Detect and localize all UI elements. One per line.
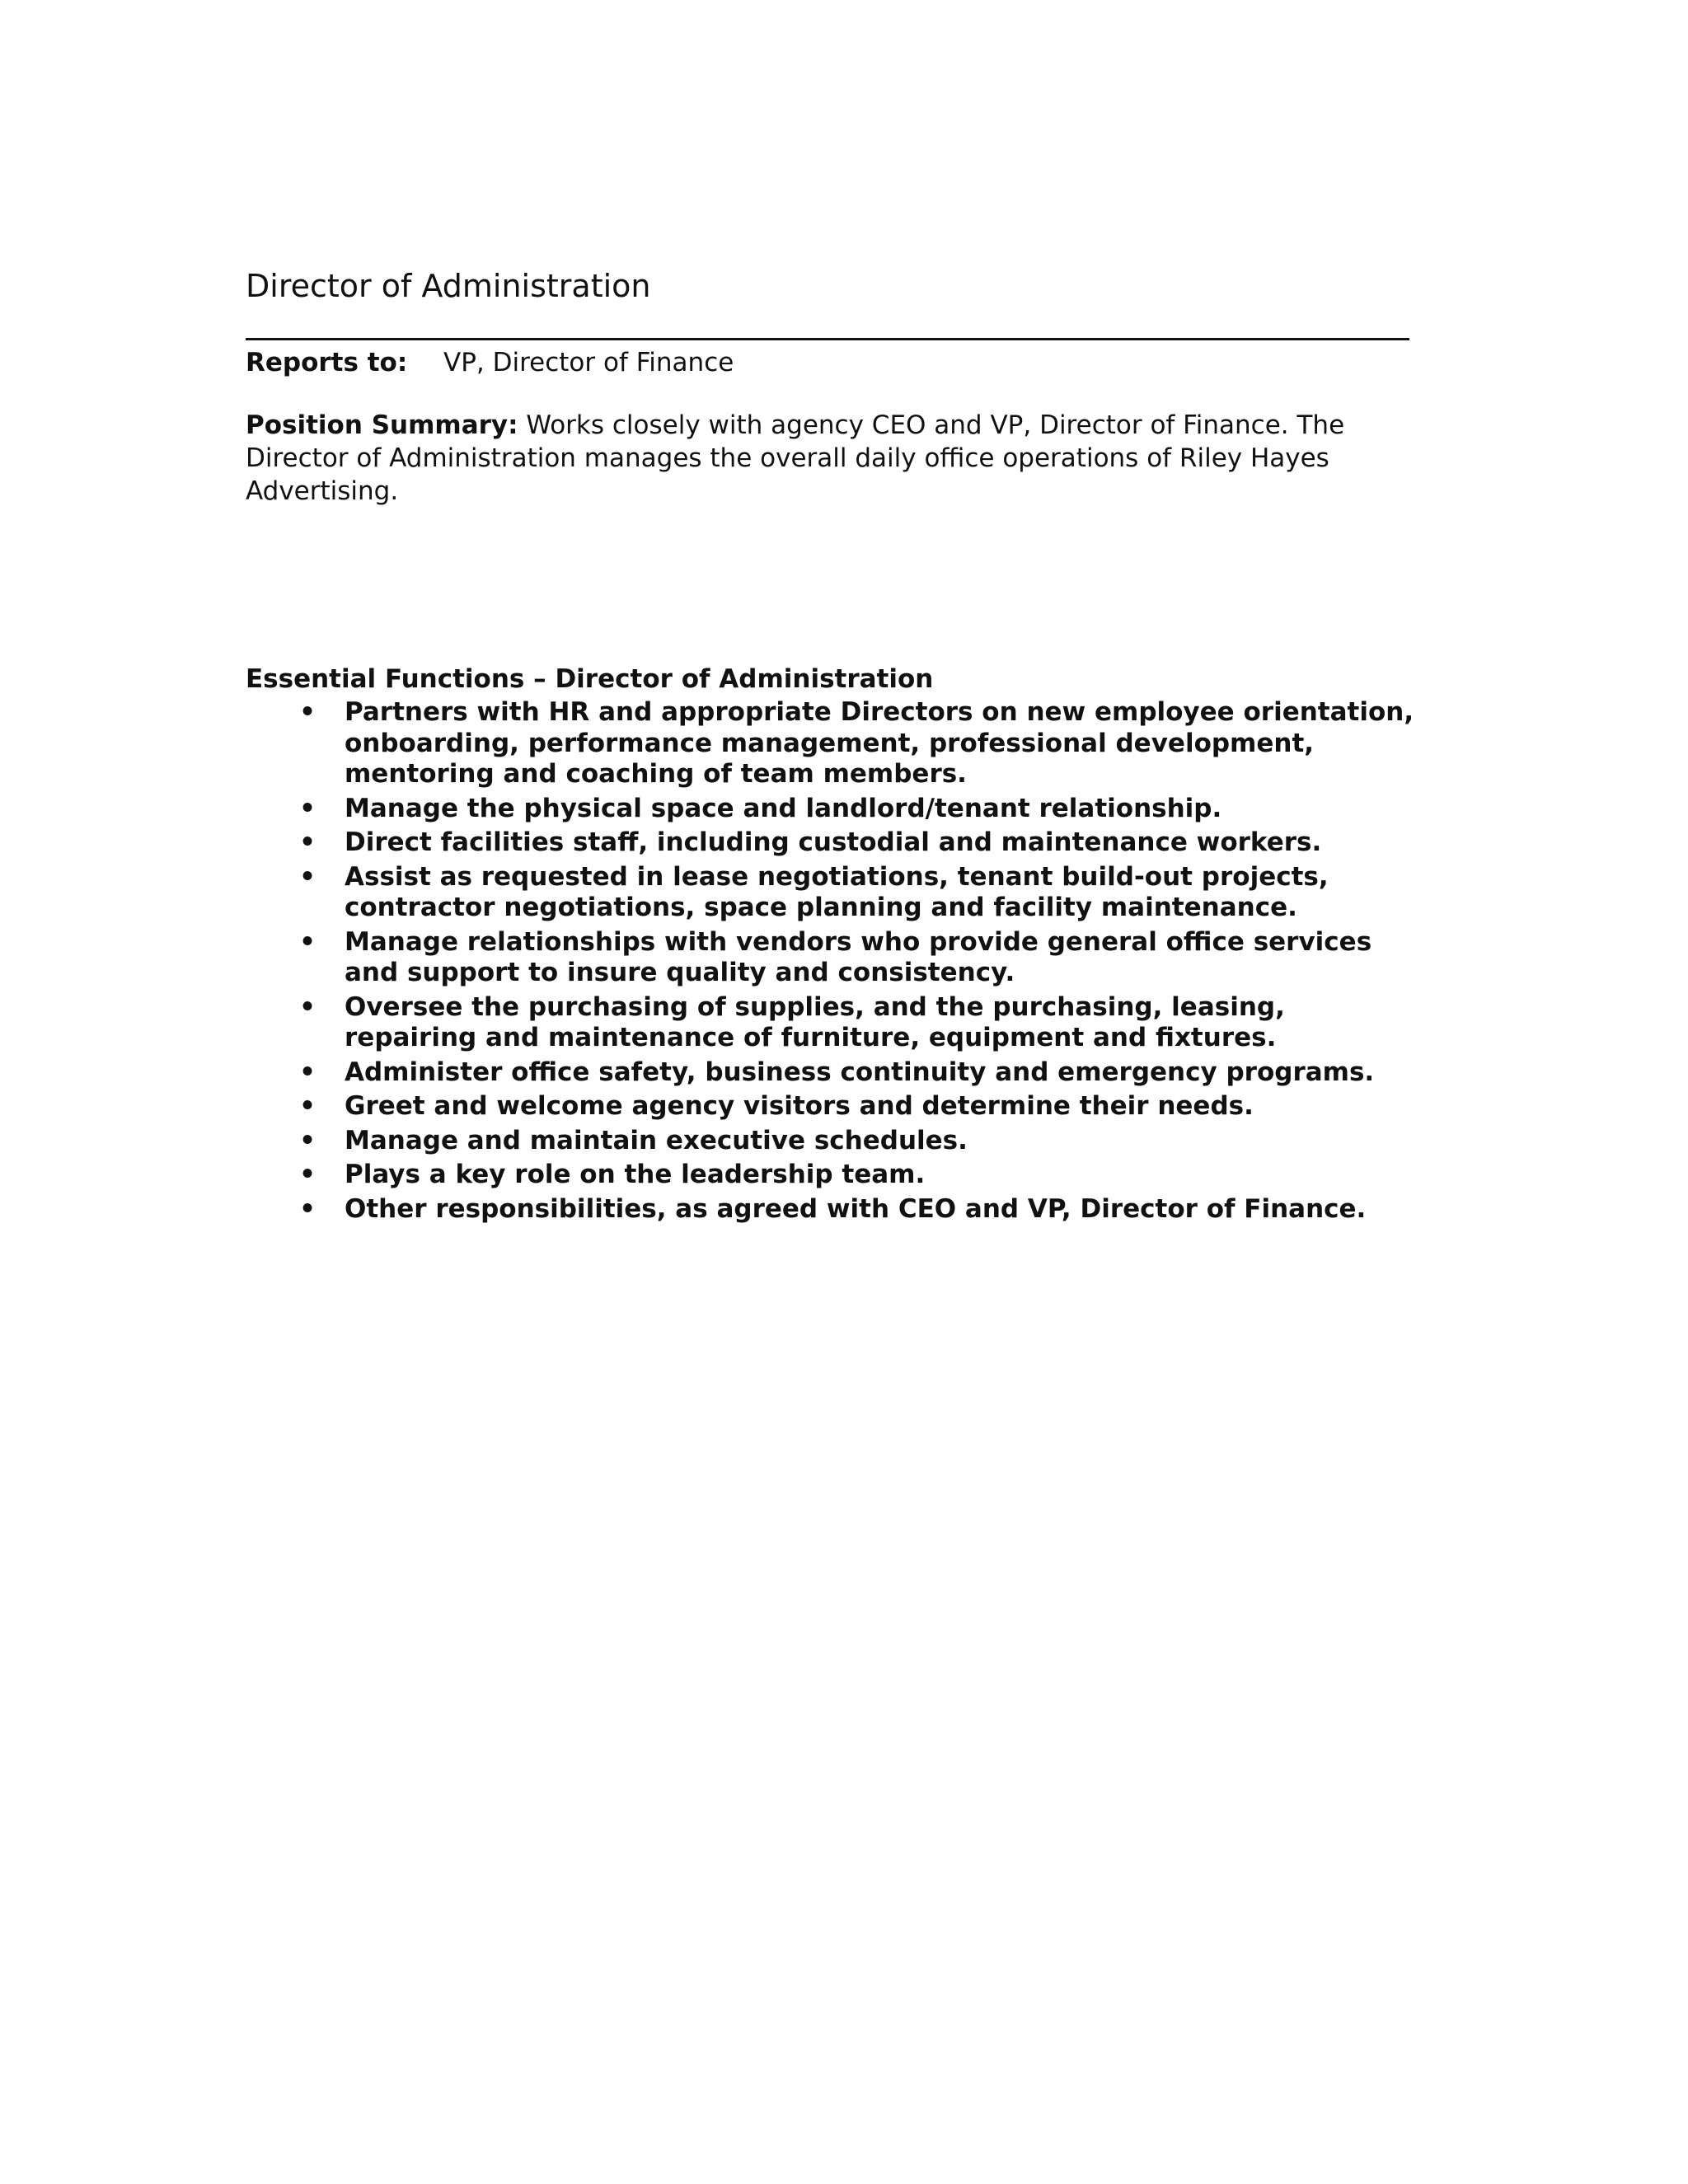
list-item	[246, 992, 1424, 1054]
list-item	[246, 1126, 1424, 1157]
bullet-icon: •	[299, 861, 316, 892]
reports-to-line	[246, 346, 734, 379]
list-item-text: Direct facilities staff, including custodial and maintenance workers.	[345, 827, 1322, 857]
essential-functions-heading: Essential Functions – Director of Administration	[246, 664, 934, 694]
bullet-icon: •	[299, 1125, 316, 1155]
list-item-text: Other responsibilities, as agreed with CEO and VP, Director of Finance.	[345, 1193, 1367, 1224]
bullet-icon: •	[299, 827, 316, 857]
bullet-icon: •	[299, 1160, 316, 1189]
list-item	[246, 927, 1424, 989]
list-item	[246, 697, 1424, 790]
list-item	[246, 827, 1424, 859]
list-item-text: Manage the physical space and landlord/tenant relationship.	[345, 793, 1222, 823]
list-item-text: Manage and maintain executive schedules.	[345, 1125, 968, 1155]
list-item-text: Plays a key role on the leadership team.	[345, 1160, 926, 1189]
title-divider	[246, 338, 1409, 340]
list-item	[246, 1194, 1424, 1226]
list-item	[246, 1160, 1424, 1191]
list-item	[246, 1057, 1424, 1089]
list-item-text: Partners with HR and appropriate Directors on new employee orientation, onboarding, performance management, professional development, mentoring and coaching of team members.	[345, 697, 1414, 789]
reports-to-label: Reports to:	[246, 348, 408, 377]
essential-functions-list	[246, 697, 1424, 1228]
list-item-text: Administer office safety, business continuity and emergency programs.	[345, 1057, 1375, 1087]
position-summary-text: Works closely with agency CEO and VP, Director of Finance. The Director of Administration manages the overall daily office operations of Riley Hayes Advertising.	[246, 410, 1345, 506]
bullet-icon: •	[299, 926, 316, 957]
list-item	[246, 862, 1424, 924]
bullet-icon: •	[299, 1091, 316, 1121]
bullet-icon: •	[299, 1193, 316, 1224]
list-item	[246, 794, 1424, 825]
position-summary-label: Position Summary:	[246, 410, 518, 440]
bullet-icon: •	[299, 697, 316, 727]
list-item-text: Greet and welcome agency visitors and determine their needs.	[345, 1091, 1254, 1121]
bullet-icon: •	[299, 991, 316, 1022]
list-item-text: Oversee the purchasing of supplies, and the purchasing, leasing, repairing and maintenance of furniture, equipment and fixtures.	[345, 991, 1285, 1052]
list-item	[246, 1091, 1424, 1122]
list-item-text: Assist as requested in lease negotiations, tenant build-out projects, contractor negotiations, space planning and facility maintenance.	[345, 861, 1329, 922]
reports-to-value: VP, Director of Finance	[443, 348, 734, 377]
position-summary	[246, 409, 1416, 508]
bullet-icon: •	[299, 793, 316, 823]
list-item-text: Manage relationships with vendors who provide general office services and support to insure quality and consistency.	[345, 926, 1372, 987]
document-title: Director of Administration	[246, 268, 651, 304]
bullet-icon: •	[299, 1057, 316, 1087]
